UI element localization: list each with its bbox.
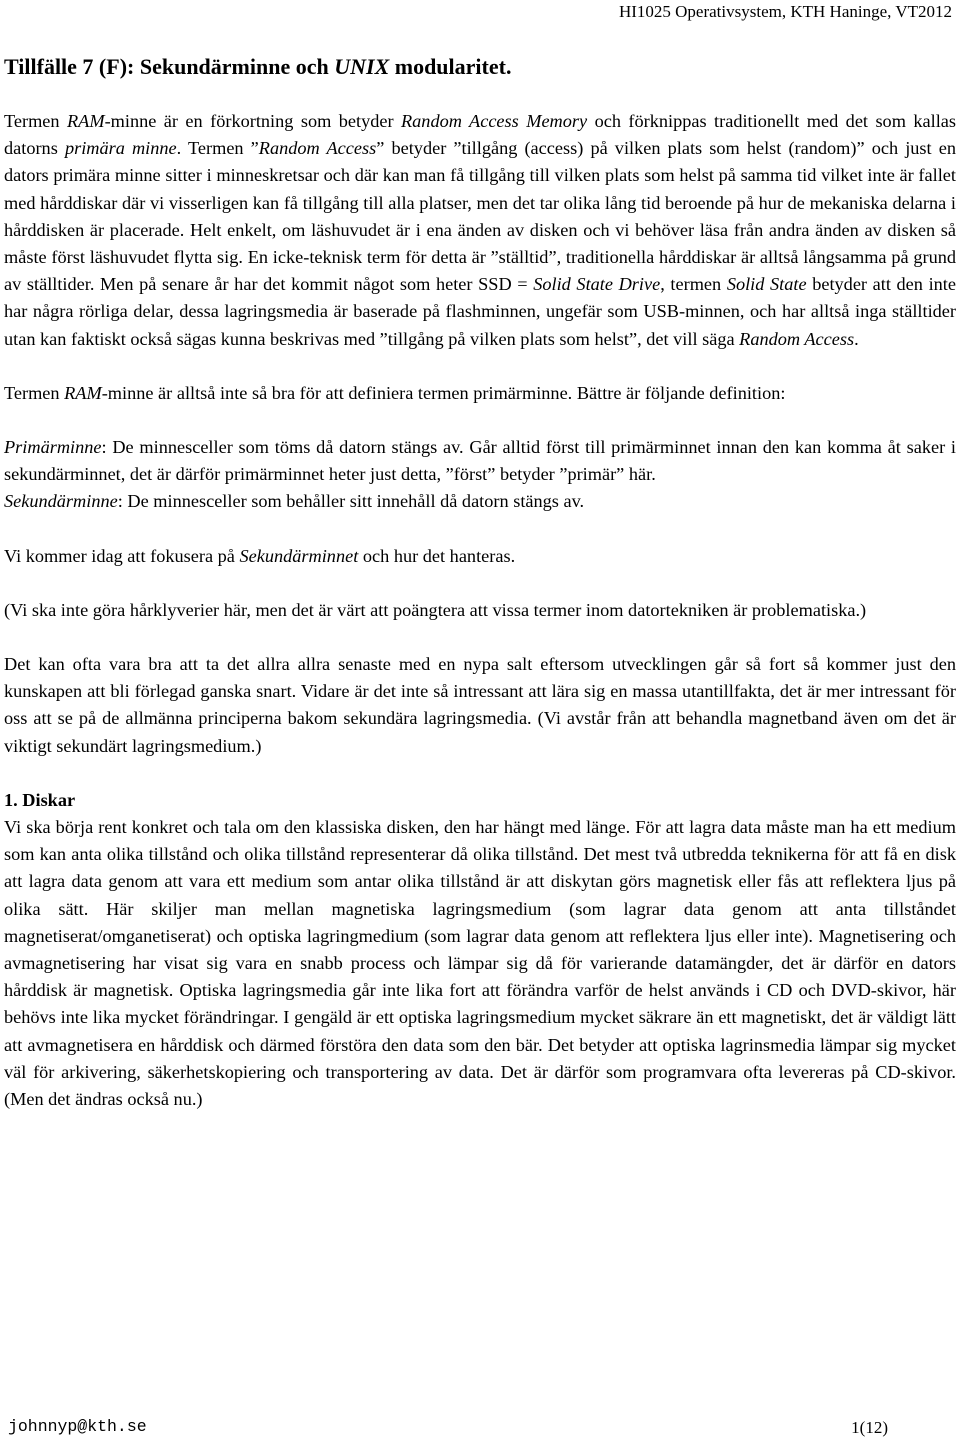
italic-text: Sekundärminnet	[239, 545, 359, 566]
section-heading: 1. Diskar	[4, 789, 76, 810]
text-run: Termen	[4, 111, 68, 131]
footer-email: johnnyp@kth.se	[8, 1417, 147, 1436]
document-title	[4, 54, 511, 80]
italic-text: Solid State	[726, 274, 807, 295]
italic-text: Primärminne	[4, 437, 102, 458]
text-run: : De minnesceller som töms då datorn stängs av. Går alltid först till primärminnet innan den kan komma åt saker i sekundärminnet, det är därför primärminnet heter just detta, ”först” betyder ”primär” här.	[4, 437, 956, 485]
document-body	[4, 108, 956, 1140]
paragraph	[4, 488, 956, 515]
italic-text: UNIX	[334, 54, 390, 79]
italic-text: Random Access Memory	[401, 111, 588, 131]
text-run: Det kan ofta vara bra att ta det allra allra senaste med en nypa salt eftersom utvecklingen går så fort så kommer just den kunskapen att bli förlegad ganska snart. Vidare är det inte så intressant att lära sig en massa utantillfakta, det är mer intressant för oss att se på de allmänna principerna bakom sekundära lagringsmedia. (Vi avstår från att behandla magnetband även om det är viktigt sekundärt lagringsmedium.)	[4, 654, 956, 756]
text-run: och förknippas traditionellt med det som kallas datorns	[4, 111, 957, 159]
italic-text: Random Access	[258, 138, 377, 159]
page-header: HI1025 Operativsystem, KTH Haninge, VT2012	[618, 2, 952, 21]
text-run: Vi kommer idag att fokusera på	[4, 545, 240, 566]
text-run: . Termen ”	[176, 138, 259, 159]
italic-text: primära minne	[64, 138, 177, 159]
text-run: , termen	[660, 274, 727, 295]
italic-text: RAM	[64, 382, 102, 403]
title-text: Tillfälle 7 (F): Sekundärminne och UNIX modularitet.	[4, 54, 512, 79]
paragraph	[4, 108, 956, 353]
paragraph	[4, 543, 956, 570]
text-run: : De minnesceller som behåller sitt innehåll då datorn stängs av.	[117, 491, 585, 512]
text-run: Termen	[4, 382, 65, 403]
paragraph	[4, 651, 956, 760]
section-paragraph: Vi ska börja rent konkret och tala om den klassiska disken, den har hängt med länge. För att lagra data måste man ha ett medium som kan anta olika tillstånd och olika tillstånd representerar då olika tillstånd. Det mest två utbredda teknikerna för att få en disk att lagra data genom att vara ett medium som antar olika tillstånd är att diskytan görs magnetisk eller fås att reflektera ljus på olika sätt. Här skiljer man mellan magnetiska lagringsmedium (som lagrar data genom att anta tillståndet magnetiserat/omganetiserat) och optiska lagringmedium (som lagrar data genom att reflektera ljus eller inte). Magnetisering och avmagnetisering har visat sig vara en snabb process och lämpar sig då för varierande datamängder, det är därför en dators hårddisk är magnetisk. Optiska lagringsmedia går inte lika fort att förändra varför de helst används i CD och DVD-skivor, här behövs inte lika mycket förändringar. I gengäld är ett optiska lagringsmedium mycket säkrare än ett magnetiskt, det är väldigt lätt att avmagnetisera en hårddisk och därmed förstöra den data som den bär. Det betyder att optiska lagrinsmedia lämpar sig mycket väl för arkivering, säkerhetskopiering och transportering av data. Det är därför som programvara ofta levereras på CD-skivor. (Men det ändras också nu.)	[4, 817, 956, 1110]
text-run: (Vi ska inte göra hårklyverier här, men det är värt att poängtera att vissa termer inom datortekniken är problematiska.)	[4, 599, 867, 620]
paragraph	[4, 380, 956, 407]
text-run: betyder att den inte har några rörliga delar, dessa lagringsmedia är baserade på flashminnen, ungefär som USB-minnen, och har alltså inga ställtider utan kan faktiskt också sägas kunna beskrivas med ”tillgång på vilken plats som helst”, det vill säga	[4, 274, 956, 349]
italic-text: Random Access	[739, 328, 855, 349]
text-run: .	[854, 328, 859, 349]
italic-text: Sekundärminne	[4, 491, 118, 512]
text-run: -minne är alltså inte så bra för att definiera termen primärminne. Bättre är följande definition:	[101, 382, 786, 403]
text-run: och hur det hanteras.	[358, 545, 516, 566]
italic-text: Solid State Drive	[533, 274, 661, 295]
paragraph	[4, 434, 956, 488]
italic-text: RAM	[67, 111, 105, 131]
text-run: ” betyder ”tillgång (access) på vilken plats som helst (random)” och just en dators primära minne sitter i minneskretsar och där kan man få tillgång till vilken plats som helst på samma tid vilket inte är fallet med hårddiskar där vi visserligen kan få tillgång till alla platser, men det tar olika lång tid beroende på hur de mekaniska delarna i hårddisken är placerade. Helt enkelt, om läshuvudet är i ena änden av disken och vi behöver läsa från andra änden av disken så måste först läshuvudet flytta sig. En icke-teknisk term för detta är ”ställtid”, traditionella hårddiskar är alltså långsamma på grund av ställtider. Men på senare år har det kommit något som heter SSD =	[4, 138, 956, 295]
footer-page-number: 1(12)	[851, 1418, 888, 1437]
text-run: -minne är en förkortning som betyder	[104, 111, 401, 131]
paragraph	[4, 597, 956, 624]
